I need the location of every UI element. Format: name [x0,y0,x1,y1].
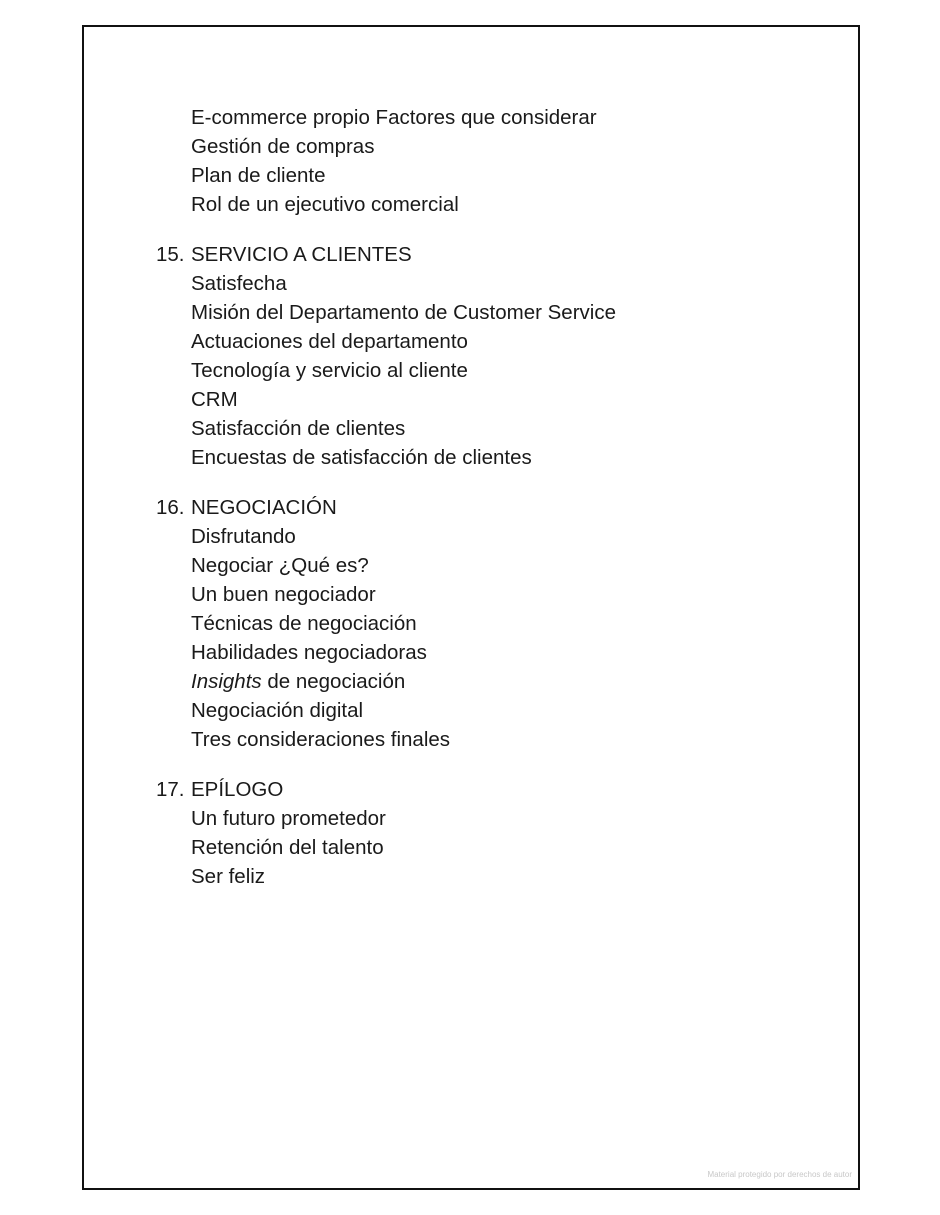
section-number: 16. [156,496,185,519]
section-heading [156,775,818,804]
toc-item: Retención del talento [191,836,384,859]
toc-item: Habilidades negociadoras [191,641,427,664]
section-number: 17. [156,778,185,801]
section-title: SERVICIO A CLIENTES [191,243,412,266]
toc-item: Satisfecha [191,272,287,295]
insights-rest: de negociación [261,670,406,693]
toc-item: Negociación digital [191,699,364,722]
intro-items [156,103,818,219]
section-epilogo [156,775,818,891]
section-negociacion [156,493,818,754]
toc-item: E-commerce propio Factores que considerar [191,106,597,129]
section-heading [156,240,818,269]
toc-item: Negociar ¿Qué es? [191,554,369,577]
section-number: 15. [156,243,185,266]
section-servicio-a-clientes [156,240,818,472]
copyright-watermark: Material protegido por derechos de autor [707,1170,852,1179]
section-title: EPÍLOGO [191,778,284,801]
toc-item: Tecnología y servicio al cliente [191,359,468,382]
toc-item: Encuestas de satisfacción de clientes [191,446,532,469]
page-frame [82,25,860,1190]
toc-item: Actuaciones del departamento [191,330,468,353]
toc-item: Técnicas de negociación [191,612,417,635]
toc-item: Un futuro prometedor [191,807,386,830]
toc-item: Plan de cliente [191,164,326,187]
toc-item: Misión del Departamento de Customer Service [191,301,616,324]
toc-item: Ser feliz [191,865,266,888]
toc-item: Tres consideraciones finales [191,728,451,751]
table-of-contents [156,103,818,891]
section-heading [156,493,818,522]
toc-item: Satisfacción de clientes [191,417,406,440]
toc-item: CRM [191,388,238,411]
toc-item: Gestión de compras [191,135,375,158]
insights-italic: Insights [191,670,262,693]
toc-item-insights [156,667,818,696]
toc-item: Disfrutando [191,525,296,548]
toc-item: Rol de un ejecutivo comercial [191,193,459,216]
toc-item: Un buen negociador [191,583,376,606]
section-title: NEGOCIACIÓN [191,496,337,519]
